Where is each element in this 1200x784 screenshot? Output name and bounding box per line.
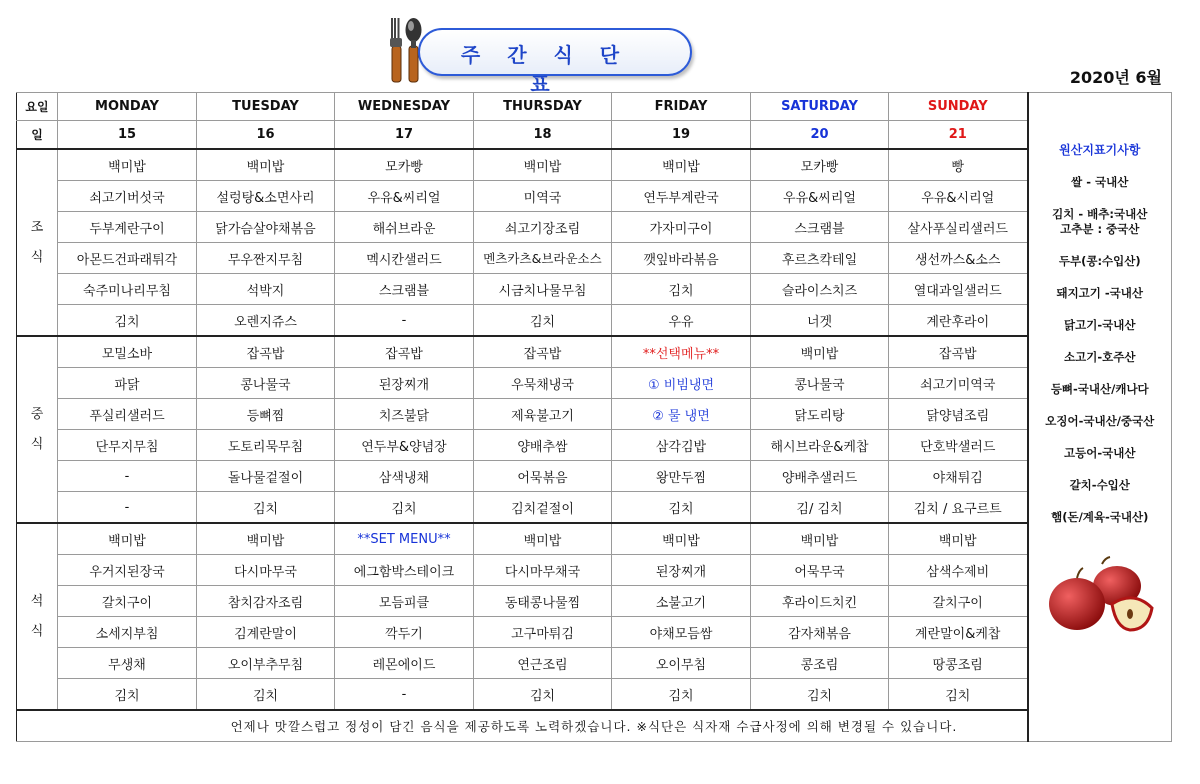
meal-label-top: 중 [30, 406, 44, 422]
menu-item: 연근조림 [474, 648, 612, 679]
day-header-wed: WEDNESDAY [335, 93, 474, 121]
menu-item: 양배추쌈 [474, 430, 612, 461]
menu-item: 삼색수제비 [889, 555, 1028, 586]
day-header-mon: MONDAY [58, 93, 197, 121]
menu-item: 스크램블 [335, 274, 474, 305]
menu-item: 백미밥 [197, 149, 335, 181]
meal-label-bottom: 식 [30, 436, 44, 452]
menu-item: 살사푸실리샐러드 [889, 212, 1028, 243]
menu-item: 우유&시리얼 [889, 181, 1028, 212]
day-header-thu: THURSDAY [474, 93, 612, 121]
menu-item: 참치감자조림 [197, 586, 335, 617]
menu-item: 해시브라운&케찹 [751, 430, 889, 461]
origin-item: 갈치-수입산 [1069, 478, 1130, 492]
menu-item: 어묵볶음 [474, 461, 612, 492]
origin-item: 소고기-호주산 [1064, 350, 1136, 364]
menu-item: 백미밥 [58, 523, 197, 555]
menu-item: 우유&씨리얼 [751, 181, 889, 212]
menu-item: **선택메뉴** [612, 336, 751, 368]
menu-item: 아몬드건파래튀각 [58, 243, 197, 274]
menu-item: 왕만두찜 [612, 461, 751, 492]
menu-item: 삼색냉채 [335, 461, 474, 492]
menu-item: 연두부&양념장 [335, 430, 474, 461]
menu-item: - [58, 492, 197, 524]
menu-item: 김치 [612, 492, 751, 524]
lunch-row [17, 399, 1172, 430]
menu-item: 쇠고기버섯국 [58, 181, 197, 212]
menu-item: 파닭 [58, 368, 197, 399]
menu-item: 미역국 [474, 181, 612, 212]
menu-item: **SET MENU** [335, 523, 474, 555]
weekly-menu-table [16, 92, 1172, 742]
menu-item: 깻잎바라볶음 [612, 243, 751, 274]
menu-item: 김/ 김치 [751, 492, 889, 524]
menu-item: 김치 [474, 305, 612, 337]
lunch-row [17, 492, 1172, 524]
menu-item: 어묵무국 [751, 555, 889, 586]
menu-item: 단무지무침 [58, 430, 197, 461]
menu-item: 오이부추무침 [197, 648, 335, 679]
breakfast-row [17, 243, 1172, 274]
menu-item: 다시마무채국 [474, 555, 612, 586]
menu-item: 잡곡밥 [474, 336, 612, 368]
breakfast-row [17, 181, 1172, 212]
origin-item: 두부(콩:수입산) [1058, 254, 1141, 268]
origin-item: 햄(돈/계육-국내산) [1051, 510, 1149, 524]
menu-item: 슬라이스치즈 [751, 274, 889, 305]
menu-item: 멘츠카츠&브라운소스 [474, 243, 612, 274]
menu-item: 야채모듬쌈 [612, 617, 751, 648]
origin-title: 원산지표기사항 [1059, 143, 1141, 157]
menu-item: 백미밥 [474, 149, 612, 181]
menu-item: 김치 [58, 679, 197, 711]
menu-item: 우묵채냉국 [474, 368, 612, 399]
menu-item: 에그함박스테이크 [335, 555, 474, 586]
menu-item: 김치 / 요구르트 [889, 492, 1028, 524]
menu-item: - [335, 305, 474, 337]
origin-item: 오징어-국내산/중국산 [1045, 414, 1155, 428]
menu-item: 두부계란구이 [58, 212, 197, 243]
lunch-row [17, 336, 1172, 368]
origin-item: 돼지고기 -국내산 [1056, 286, 1144, 300]
menu-item: 다시마무국 [197, 555, 335, 586]
menu-item: 백미밥 [751, 523, 889, 555]
menu-item: 갈치구이 [58, 586, 197, 617]
lunch-row [17, 368, 1172, 399]
menu-item: 해쉬브라운 [335, 212, 474, 243]
menu-item: 무생채 [58, 648, 197, 679]
day-header-sun: SUNDAY [889, 93, 1028, 121]
menu-item: 소불고기 [612, 586, 751, 617]
menu-item: 후르츠칵테일 [751, 243, 889, 274]
menu-item: 김치 [335, 492, 474, 524]
menu-item: 계란후라이 [889, 305, 1028, 337]
menu-item: 쇠고기장조림 [474, 212, 612, 243]
menu-item: 모카빵 [751, 149, 889, 181]
breakfast-row [17, 149, 1172, 181]
date-wed: 17 [335, 121, 474, 150]
menu-item: ② 물 냉면 [612, 399, 751, 430]
origin-item: 김치 - 배추:국내산 [1052, 207, 1148, 221]
menu-item: 우유 [612, 305, 751, 337]
menu-item: 깍두기 [335, 617, 474, 648]
date-row-label: 일 [17, 121, 58, 150]
menu-item: 숙주미나리무침 [58, 274, 197, 305]
menu-item: 백미밥 [58, 149, 197, 181]
menu-item: 콩나물국 [751, 368, 889, 399]
dinner-row [17, 617, 1172, 648]
menu-item: 닭가슴살야채볶음 [197, 212, 335, 243]
menu-item: 동태콩나물찜 [474, 586, 612, 617]
menu-item: 김치 [58, 305, 197, 337]
menu-item: 김치 [751, 679, 889, 711]
menu-item: 레몬에이드 [335, 648, 474, 679]
title-banner [380, 12, 700, 96]
menu-item: 후라이드치킨 [751, 586, 889, 617]
breakfast-label [17, 149, 58, 336]
day-header-tue: TUESDAY [197, 93, 335, 121]
menu-date: 2020년 6월 [1069, 68, 1162, 87]
menu-item: 가자미구이 [612, 212, 751, 243]
origin-item: 고등어-국내산 [1064, 446, 1136, 460]
origin-panel [1028, 93, 1172, 742]
menu-item: 연두부계란국 [612, 181, 751, 212]
menu-item: 계란말이&케찹 [889, 617, 1028, 648]
menu-item: 잡곡밥 [335, 336, 474, 368]
menu-item: 설렁탕&소면사리 [197, 181, 335, 212]
menu-item: 시금치나물무침 [474, 274, 612, 305]
menu-item: 열대과일샐러드 [889, 274, 1028, 305]
date-sun: 21 [889, 121, 1028, 150]
menu-item: 백미밥 [474, 523, 612, 555]
menu-item: - [335, 679, 474, 711]
menu-item: 김치 [889, 679, 1028, 711]
menu-item: 닭도리탕 [751, 399, 889, 430]
origin-item: 등뼈-국내산/캐나다 [1050, 382, 1149, 396]
dinner-row [17, 555, 1172, 586]
lunch-row [17, 430, 1172, 461]
menu-item: 갈치구이 [889, 586, 1028, 617]
footer-row [17, 710, 1172, 742]
lunch-label [17, 336, 58, 523]
menu-item: 감자채볶음 [751, 617, 889, 648]
menu-item: 모밀소바 [58, 336, 197, 368]
menu-item: 김치 [197, 679, 335, 711]
menu-item: 삼각김밥 [612, 430, 751, 461]
meal-label-top: 조 [30, 219, 44, 235]
day-header-fri: FRIDAY [612, 93, 751, 121]
menu-item: 김치 [612, 679, 751, 711]
menu-item: 김계란말이 [197, 617, 335, 648]
menu-item: 백미밥 [612, 149, 751, 181]
menu-item: 돌나물겉절이 [197, 461, 335, 492]
origin-item: 닭고기-국내산 [1064, 318, 1136, 332]
origin-item: 쌀 - 국내산 [1071, 175, 1129, 189]
menu-item: 땅콩조림 [889, 648, 1028, 679]
menu-item: 닭양념조림 [889, 399, 1028, 430]
menu-item: 김치 [197, 492, 335, 524]
menu-item: 된장찌개 [612, 555, 751, 586]
menu-item: 소세지부침 [58, 617, 197, 648]
breakfast-row [17, 305, 1172, 337]
lunch-row [17, 461, 1172, 492]
date-thu: 18 [474, 121, 612, 150]
menu-item: 잡곡밥 [197, 336, 335, 368]
menu-item: 너겟 [751, 305, 889, 337]
menu-item: 양배추샐러드 [751, 461, 889, 492]
dinner-row [17, 586, 1172, 617]
breakfast-row [17, 274, 1172, 305]
date-sat: 20 [751, 121, 889, 150]
day-header-sat: SATURDAY [751, 93, 889, 121]
date-tue: 16 [197, 121, 335, 150]
menu-item: 단호박샐러드 [889, 430, 1028, 461]
dinner-row [17, 648, 1172, 679]
menu-item: 등뼈찜 [197, 399, 335, 430]
origin-item: 고추분 : 중국산 [1060, 222, 1140, 236]
menu-item: 콩조림 [751, 648, 889, 679]
menu-item: 생선까스&소스 [889, 243, 1028, 274]
dinner-row [17, 523, 1172, 555]
menu-item: 백미밥 [889, 523, 1028, 555]
weekday-row-label: 요일 [17, 93, 58, 121]
meal-label-top: 석 [30, 593, 44, 609]
footer-notice: 언제나 맛깔스럽고 정성이 담긴 음식을 제공하도록 노력하겠습니다. ※식단은 식자재 수급사정에 의해 변경될 수 있습니다. [17, 710, 1172, 742]
menu-item: 치즈불닭 [335, 399, 474, 430]
menu-item: 김치 [612, 274, 751, 305]
menu-item: 도토리묵무침 [197, 430, 335, 461]
menu-item: 된장찌개 [335, 368, 474, 399]
meal-label-bottom: 식 [30, 623, 44, 639]
date-mon: 15 [58, 121, 197, 150]
menu-item: 김치겉절이 [474, 492, 612, 524]
menu-item: 콩나물국 [197, 368, 335, 399]
dinner-row [17, 679, 1172, 711]
meal-label-bottom: 식 [30, 249, 44, 265]
menu-item: 모카빵 [335, 149, 474, 181]
menu-item: 무우짠지무침 [197, 243, 335, 274]
menu-item: 우거지된장국 [58, 555, 197, 586]
menu-item: 백미밥 [612, 523, 751, 555]
menu-item: 김치 [474, 679, 612, 711]
apple-image [1042, 556, 1157, 636]
menu-item: 제육불고기 [474, 399, 612, 430]
menu-item: 고구마튀김 [474, 617, 612, 648]
menu-item: 쇠고기미역국 [889, 368, 1028, 399]
menu-item: 야채튀김 [889, 461, 1028, 492]
menu-item: 백미밥 [751, 336, 889, 368]
menu-item: ① 비빔냉면 [612, 368, 751, 399]
page-title: 주 간 식 단 표 [460, 43, 630, 96]
date-fri: 19 [612, 121, 751, 150]
menu-item: 스크램블 [751, 212, 889, 243]
dinner-label [17, 523, 58, 710]
menu-item: 오렌지쥬스 [197, 305, 335, 337]
menu-item: 모듬피클 [335, 586, 474, 617]
menu-item: 빵 [889, 149, 1028, 181]
menu-item: 백미밥 [197, 523, 335, 555]
menu-item: 멕시칸샐러드 [335, 243, 474, 274]
menu-item: 오이무침 [612, 648, 751, 679]
menu-item: 석박지 [197, 274, 335, 305]
breakfast-row [17, 212, 1172, 243]
menu-item: 우유&씨리얼 [335, 181, 474, 212]
menu-item: 푸실리샐러드 [58, 399, 197, 430]
menu-item: 잡곡밥 [889, 336, 1028, 368]
menu-item: - [58, 461, 197, 492]
